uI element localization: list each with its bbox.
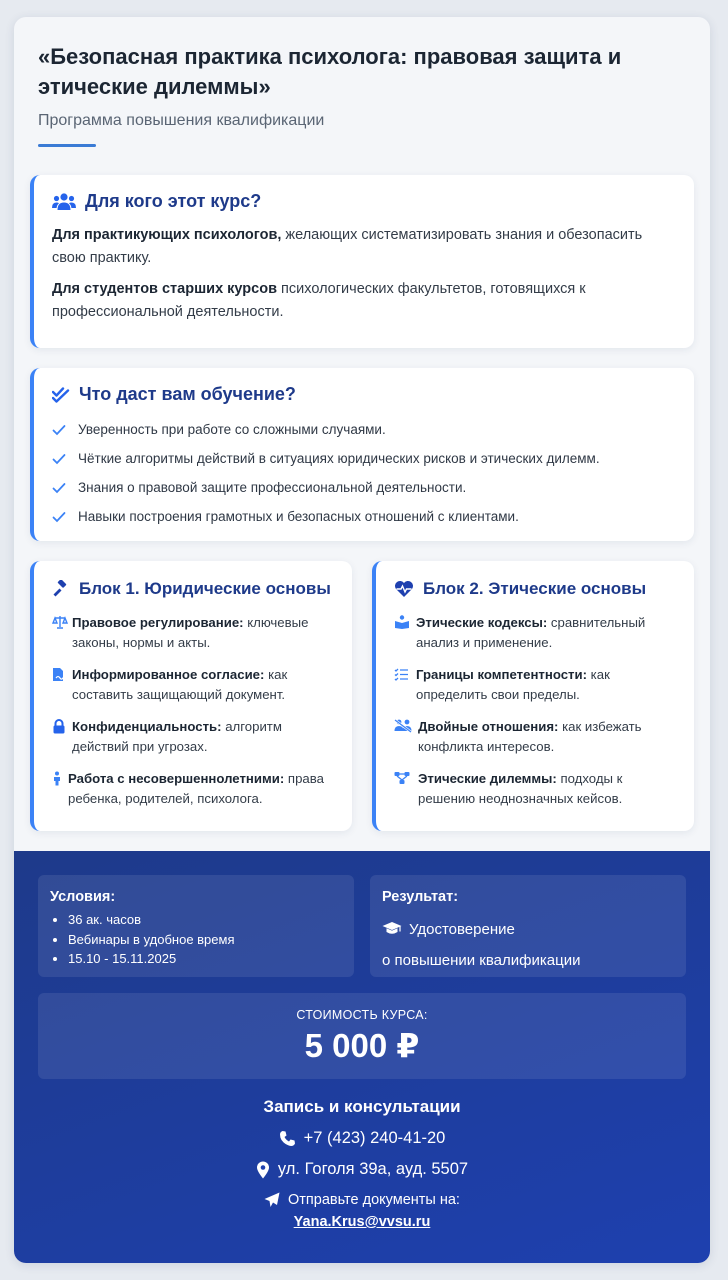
map-pin-icon [256,1161,270,1179]
list-item: • 15.10 - 15.11.2025 [68,949,342,969]
address-text: ул. Гоголя 39а, ауд. 5507 [277,1160,469,1178]
phone-number[interactable]: +7 (423) 240-41-20 [303,1129,446,1147]
list-item: Уверенность при работе со сложными случаями. [52,415,674,444]
list-item: Чёткие алгоритмы действий в ситуациях юридических рисков и этических дилемм. [52,444,674,473]
benefits-heading: Что даст вам обучение? [52,384,674,405]
graduation-cap-icon [382,921,402,936]
result-box [370,875,686,977]
check-icon [52,453,66,465]
audience-item: Для практикующих психологов, желающих систематизировать знания и обезопасить свою практику. [52,227,643,266]
audience-item: Для студентов старших курсов психологических факультетов, готовящихся к профессиональной деятельности. [52,281,586,320]
list-item: Границы компетентности: как определить свои пределы. [394,665,676,705]
list-item: Знания о правовой защите профессиональной деятельности. [52,473,674,502]
list-item: • Вебинары в удобное время [68,930,342,950]
legal-block-heading: Блок 1. Юридические основы [52,579,334,599]
check-icon [52,511,66,523]
list-item: Информированное согласие: как составить защищающий документ. [52,665,334,705]
book-reader-icon [394,615,410,629]
header [14,17,710,175]
title-underline [38,144,96,147]
signed-document-icon [52,667,66,682]
phone-icon [279,1130,296,1147]
list-item: Этические кодексы: сравнительный анализ и применение. [394,613,676,653]
list-item: • 36 ак. часов [68,910,342,930]
contacts [14,1097,710,1231]
page-title: «Безопасная практика психолога: правовая защита и этические дилеммы» [38,44,622,99]
users-slash-icon [394,719,412,733]
benefits-card [30,368,694,541]
page [14,17,710,1263]
list-item: Этические дилеммы: подходы к решению неоднозначных кейсов. [394,769,676,809]
result-heading: Результат: [382,889,459,905]
ethics-block-card [372,561,694,831]
checklist-icon [394,668,409,681]
scales-icon [52,615,68,629]
phone-row[interactable] [14,1129,710,1148]
paper-plane-icon [264,1192,280,1208]
check-icon [52,482,66,494]
send-row [14,1192,710,1208]
price-value: 5 000 ₽ [304,1027,420,1064]
list-item: Конфиденциальность: алгоритм действий при угрозах. [52,717,334,757]
gavel-icon [52,580,70,598]
footer [14,851,710,1263]
conditions-heading: Условия: [50,889,116,905]
list-item: Двойные отношения: как избежать конфликта интересов. [394,717,676,757]
legal-block-card [30,561,352,831]
conditions-box [38,875,354,977]
email-link[interactable]: Yana.Krus@vvsu.ru [293,1214,431,1230]
contacts-heading: Запись и консультации [263,1097,461,1116]
send-label: Отправьте документы на: [288,1192,460,1208]
list-item: Правовое регулирование: ключевые законы, нормы и акты. [52,613,334,653]
child-icon [52,771,62,786]
page-subtitle: Программа повышения квалификации [38,112,325,129]
double-check-icon [52,386,70,404]
list-item: Работа с несовершеннолетними: права ребенка, родителей, психолога. [52,769,334,809]
certificate-text: Удостоверение о повышении квалификации [382,921,581,969]
users-icon [52,192,76,212]
price-box [38,993,686,1079]
audience-heading: Для кого этот курс? [52,191,674,212]
check-icon [52,424,66,436]
benefits-list [52,415,674,531]
ethics-block-heading: Блок 2. Этические основы [394,579,676,599]
heart-pulse-icon [394,580,414,598]
diagram-icon [394,771,410,785]
list-item: Навыки построения грамотных и безопасных отношений с клиентами. [52,502,674,531]
address-row [14,1160,710,1179]
audience-card [30,175,694,348]
price-label: СТОИМОСТЬ КУРСА: [296,1008,428,1022]
lock-icon [52,719,66,734]
conditions-list [50,910,342,969]
